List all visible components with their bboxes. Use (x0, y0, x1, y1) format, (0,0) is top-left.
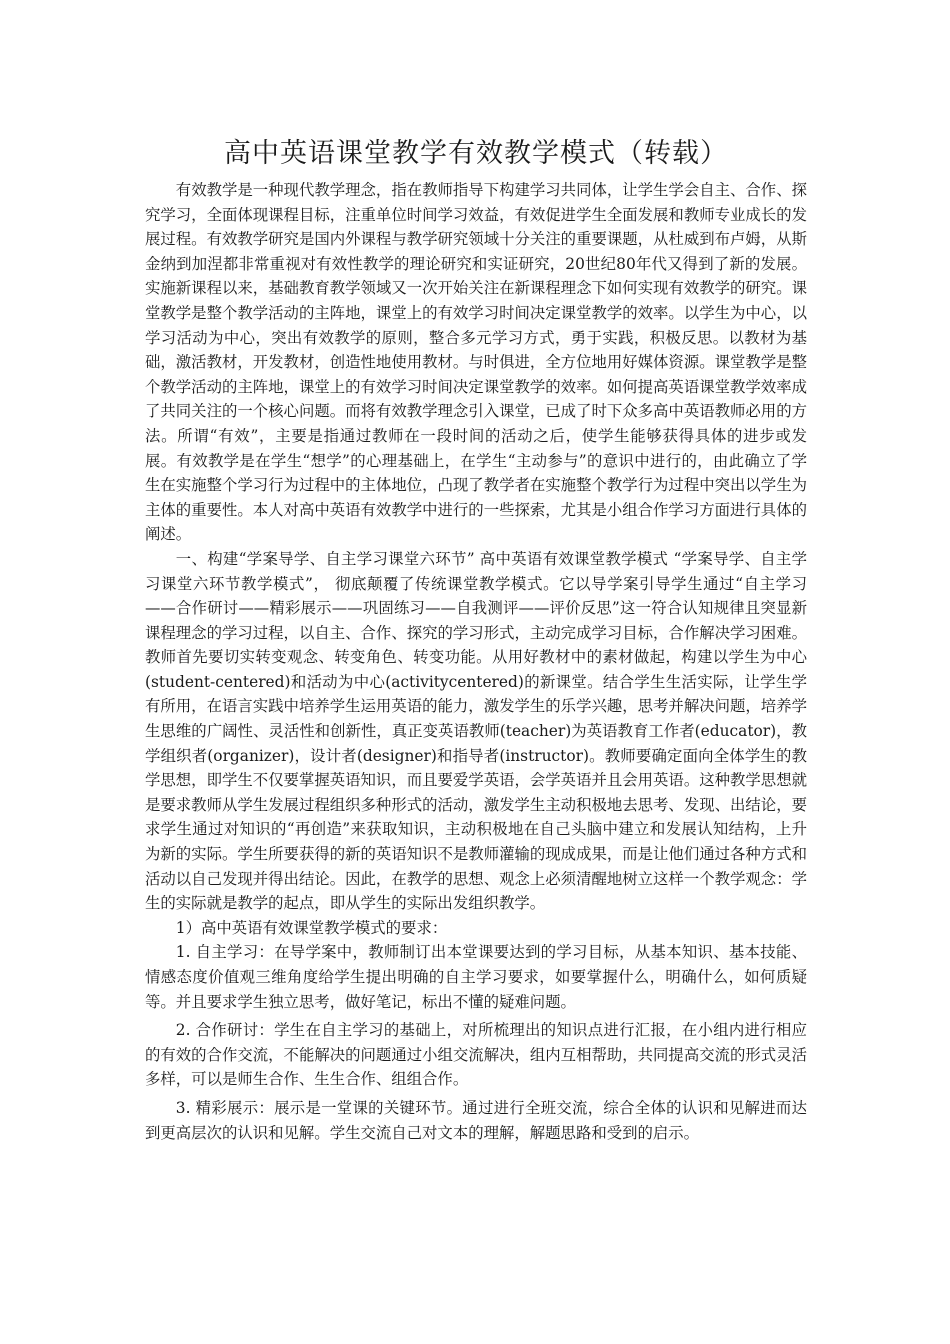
document-page (145, 134, 807, 1145)
paragraph-item-2: 2. 合作研讨：学生在自主学习的基础上，对所梳理出的知识点进行汇报，在小组内进行相应的有效的合作交流，不能解决的问题通过小组交流解决，组内互相帮助，共同提高交流的形式灵活多样，可以是师生合作、生生合作、组组合作。 (145, 1021, 807, 1089)
paragraph-item-1: 1. 自主学习：在导学案中，教师制订出本堂课要达到的学习目标，从基本知识、基本技能、情感态度价值观三维角度给学生提出明确的自主学习要求，如要掌握什么，明确什么，如何质疑等。并且要求学生独立思考，做好笔记，标出不懂的疑难问题。 (145, 943, 807, 1011)
paragraph-item-3: 3. 精彩展示：展示是一堂课的关键环节。通过进行全班交流，综合全体的认识和见解进而达到更高层次的认识和见解。学生交流自己对文本的理解，解题思路和受到的启示。 (145, 1098, 807, 1142)
paragraph-section-one: 一、构建“学案导学、自主学习课堂六环节” 高中英语有效课堂教学模式 “学案导学、自主学习课堂六环节教学模式”， 彻底颠覆了传统课堂教学模式。它以导学案引导学生通过“自主学习——合作研讨——精彩展示——巩固练习——自我测评——评价反思”这一符合认知规律且突显新课程理念的学习过程，以自主、合作、探究的学习形式，主动完成学习目标，合作解决学习困难。教师首先要切实转变观念、转变角色、转变功能。从用好教材中的素材做起，构建以学生为中心(student-centered)和活动为中心(activitycentered)的新课堂。结合学生生活实际，让学生学有所用，在语言实践中培养学生运用英语的能力，激发学生的乐学兴趣，思考并解决问题，培养学生思维的广阔性、灵活性和创新性，真正变英语教师(teacher)为英语教育工作者(educator)，教学组织者(organizer)，设计者(designer)和指导者(instructor)。教师要确定面向全体学生的教学思想，即学生不仅要掌握英语知识，而且要爱学英语，会学英语并且会用英语。这种教学思想就是要求教师从学生发展过程组织多种形式的活动，激发学生主动积极地去思考、发现、出结论，要求学生通过对知识的“再创造”来获取知识，主动积极地在自己头脑中建立和发展认知结构，上升为新的实际。学生所要获得的新的英语知识不是教师灌输的现成成果，而是让他们通过各种方式和活动以自己发现并得出结论。因此，在教学的思想、观念上必须清醒地树立这样一个教学观念：学生的实际就是教学的起点，即从学生的实际出发组织教学。 (145, 549, 807, 913)
paragraph-intro: 有效教学是一种现代教学理念，指在教师指导下构建学习共同体，让学生学会自主、合作、探究学习，全面体现课程目标，注重单位时间学习效益，有效促进学生全面发展和教师专业成长的发展过程。有效教学研究是国内外课程与教学研究领域十分关注的重要课题，从杜威到布卢姆，从斯金纳到加涅都非常重视对有效性教学的理论研究和实证研究，20世纪80年代又得到了新的发展。实施新课程以来，基础教育教学领域又一次开始关注在新课程理念下如何实现有效教学的研究。课堂教学是整个教学活动的主阵地，课堂上的有效学习时间决定课堂教学的效率。以学生为中心，以学习活动为中心，突出有效教学的原则，整合多元学习方式，勇于实践，积极反思。以教材为基础，激活教材，开发教材，创造性地使用教材。与时俱进，全方位地用好媒体资源。课堂教学是整个教学活动的主阵地，课堂上的有效学习时间决定课堂教学的效率。如何提高英语课堂教学效率成了共同关注的一个核心问题。而将有效教学理念引入课堂，已成了时下众多高中英语教师必用的方法。所谓“有效”，主要是指通过教师在一段时间的活动之后，使学生能够获得具体的进步或发展。有效教学是在学生“想学”的心理基础上，在学生“主动参与”的意识中进行的，由此确立了学生在实施整个学习行为过程中的主体地位，凸现了教学者在实施整个教学行为过程中突出以学生为主体的重要性。本人对高中英语有效教学中进行的一些探索，尤其是小组合作学习方面进行具体的阐述。 (145, 181, 807, 544)
document-title: 高中英语课堂教学有效教学模式（转载） (224, 138, 728, 169)
paragraph-requirements-heading: 1）高中英语有效课堂教学模式的要求： (175, 918, 448, 937)
